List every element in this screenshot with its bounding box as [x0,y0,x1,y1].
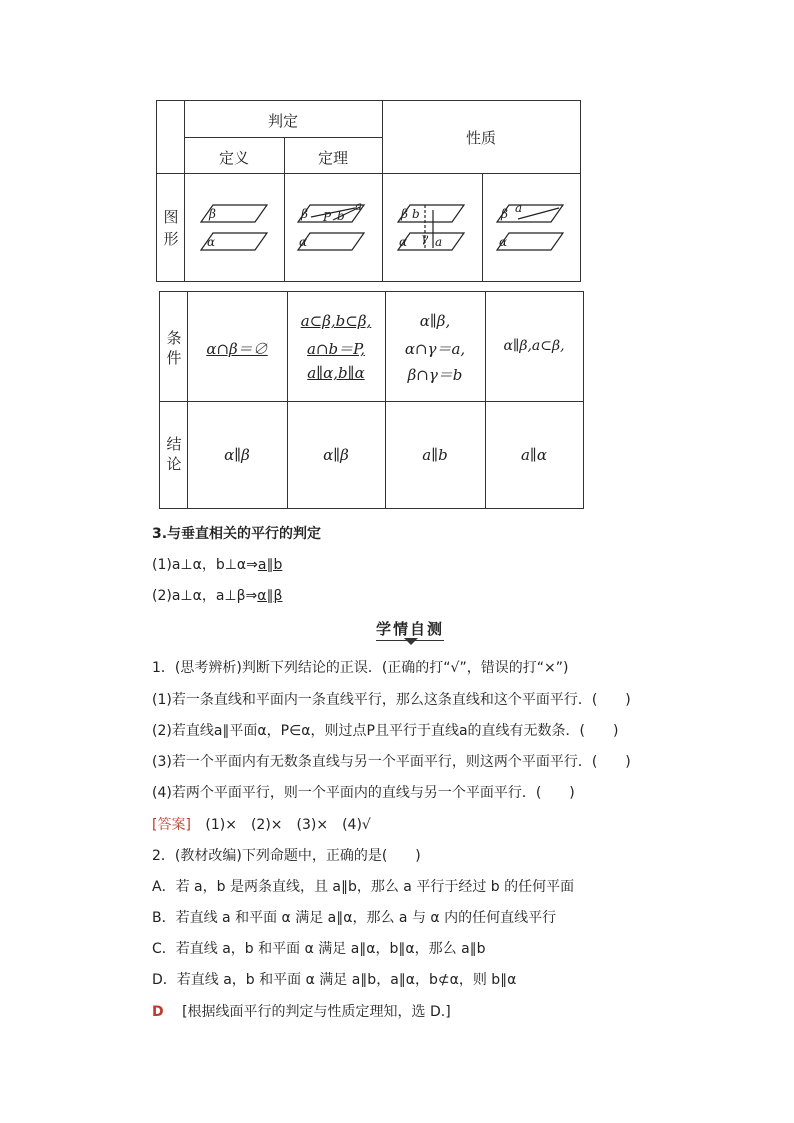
section-3-line-1 [152,554,282,574]
header-definition: 定义 [218,149,249,167]
svg-text:γ: γ [421,231,429,245]
answer-text: (1)× (2)× (3)× (4)√ [205,817,371,833]
cond-property1-2: α∩γ＝a, [404,340,466,358]
section-3-title: 3.与垂直相关的平行的判定 [152,526,322,542]
svg-text:a: a [355,199,363,213]
q2-answer-letter: D [152,1004,164,1020]
heading-triangle-icon [404,638,418,646]
self-test-heading: 学情自测 [376,618,444,641]
svg-text:α: α [207,235,216,249]
q1-answer [152,814,371,834]
result-property2: a∥α [520,446,547,464]
cond-definition: α∩β＝∅ [206,340,268,358]
svg-text:b: b [412,207,420,221]
s3-line2-answer: α∥β [257,588,283,604]
cond-theorem-3: a∥α,b∥α [307,364,365,382]
svg-text:α: α [299,235,308,249]
q1-stem: 1．(思考辨析)判断下列结论的正误．(正确的打“√”，错误的打“×”) [152,660,569,676]
row-label-conclusion: 结论 [166,435,182,473]
q2-stem: 2．(教材改编)下列命题中，正确的是( ) [152,848,421,864]
svg-text:β: β [209,207,216,221]
q2-option-a: A．若 a，b 是两条直线，且 a∥b，那么 a 平行于经过 b 的任何平面 [152,879,575,895]
svg-text:b: b [337,209,345,223]
s3-line1-answer: a∥b [257,557,283,573]
svg-text:α: α [399,235,408,249]
section-3-line-2 [152,585,282,605]
q2-option-b: B．若直线 a 和平面 α 满足 a∥α，那么 a 与 α 内的任何直线平行 [152,910,557,926]
row-label-condition: 条件 [166,329,182,367]
result-definition: α∥β [224,446,250,464]
cond-theorem-1: a⊂β,b⊂β, [300,312,372,330]
q2-answer [152,1001,451,1021]
cond-property1-3: β∩γ＝b [407,366,463,384]
svg-text:β: β [401,207,408,221]
s3-line2-premise: (2)a⊥α，a⊥β⇒ [152,588,258,604]
condition-conclusion-table [159,291,584,509]
q1-item-4: (4)若两个平面平行，则一个平面内的直线与另一个平面平行．( ) [152,785,575,801]
q1-item-3: (3)若一个平面内有无数条直线与另一个平面平行，则这两个平面平行．( ) [152,754,631,770]
header-property: 性质 [465,129,496,147]
svg-text:a: a [435,235,443,249]
svg-text:β: β [501,207,508,221]
svg-text:β: β [301,207,308,221]
q1-item-2: (2)若直线a∥平面α，P∈α，则过点P且平行于直线a的直线有无数条．( ) [152,723,619,739]
answer-label: [答案] [152,817,191,833]
svg-text:P: P [323,210,332,224]
cond-theorem-2: a∩b＝P, [307,340,365,358]
cond-property2: α∥β,a⊂β, [503,338,565,354]
q2-option-c: C．若直线 a，b 和平面 α 满足 a∥α，b∥α，那么 a∥b [152,941,486,957]
q2-option-d: D．若直线 a，b 和平面 α 满足 a∥b，a∥α，b⊄α，则 b∥α [152,972,517,988]
result-property1: a∥b [422,446,448,464]
result-theorem: α∥β [323,446,349,464]
header-judge: 判定 [267,112,298,130]
plane-figures [185,174,581,282]
cond-property1-1: α∥β, [419,312,451,330]
s3-line1-premise: (1)a⊥α，b⊥α⇒ [152,557,258,573]
header-theorem: 定理 [317,149,348,167]
figure-table [156,100,581,282]
q2-explanation: [根据线面平行的判定与性质定理知，选 D.] [182,1004,451,1020]
svg-text:a: a [515,201,523,215]
q1-item-1: (1)若一条直线和平面内一条直线平行，那么这条直线和这个平面平行．( ) [152,692,631,708]
row-label-figure: 图形 [163,208,179,248]
svg-text:α: α [499,235,508,249]
